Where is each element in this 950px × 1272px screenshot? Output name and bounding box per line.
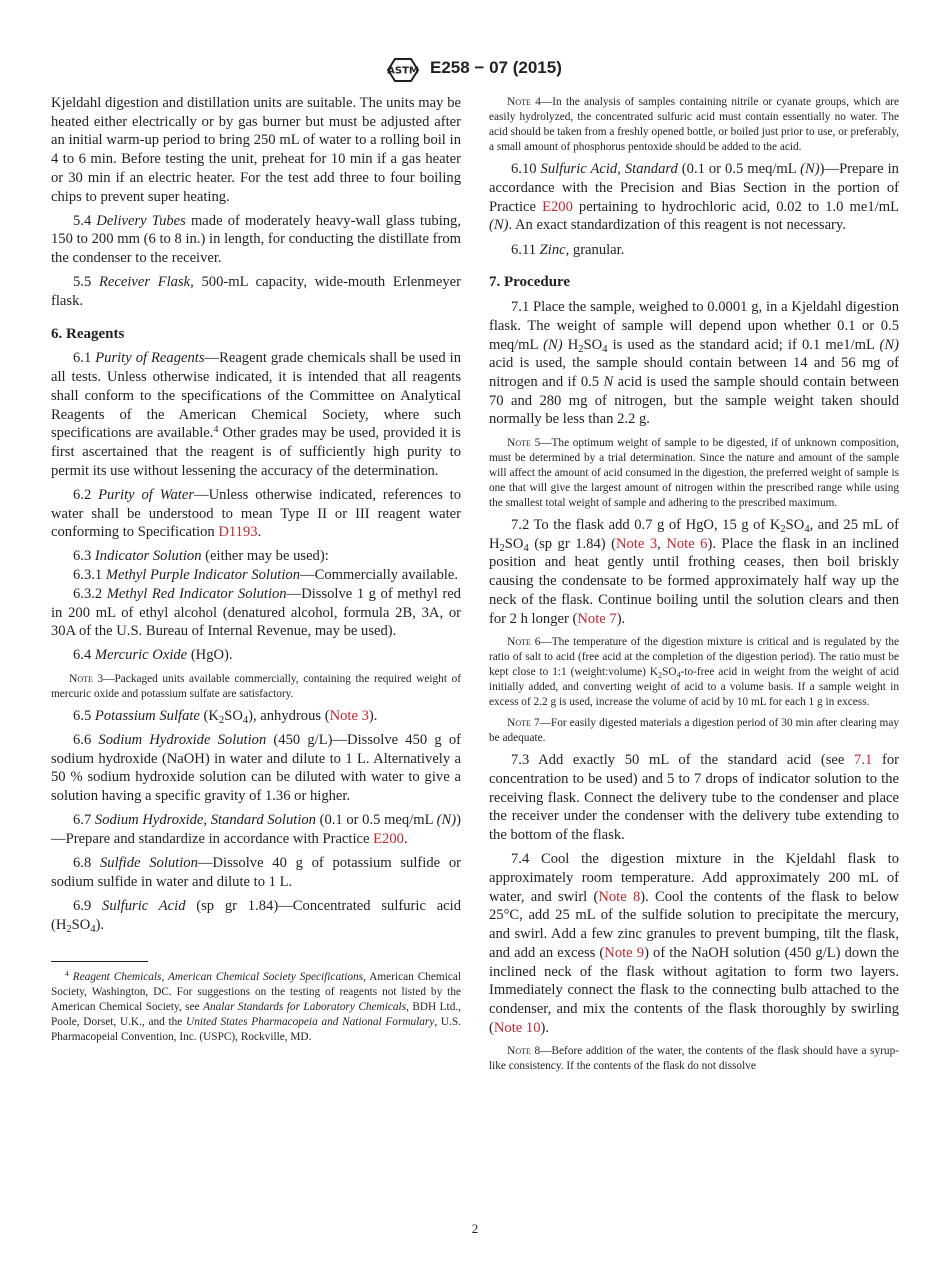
link-note-9[interactable]: Note 9 — [604, 944, 645, 961]
link-note-3[interactable]: Note 3 — [329, 707, 369, 724]
section-6-8: 6.8 Sulfide Solution—Dissolve 40 g of potassium sulfide or sodium sulfide in water and dilute to 1 L. — [51, 855, 461, 890]
paragraph-kjeldahl-units: Kjeldahl digestion and distillation units are suitable. The units may be heated either electrically or by gas burner but must be adjusted after an initial warm-up period to bring 250 mL of water to a rolling boil in 4 to 6 min. Before testing the unit, preheat for 10 min if a gas heater or 30 min if an electric heater. For the test add three to four boiling chips to prevent super heating. — [51, 95, 461, 205]
link-note-8[interactable]: Note 8 — [598, 888, 641, 905]
left-column — [51, 94, 461, 1045]
link-note-7[interactable]: Note 7 — [577, 610, 617, 627]
section-6-1: 6.1 Purity of Reagents—Reagent grade chemicals shall be used in all tests. Unless otherwise indicated, it is intended that all reagents shall conform to the specifications of the Committee on Analytical Reagents of the American Chemical Society, where such specifications are available.$^4$ Other grades may be used, provided it is first ascertained that the reagent is of sufficiently high purity to permit its use without lessening the accuracy of the determination. — [51, 350, 461, 479]
section-6-4: 6.4 Mercuric Oxide (HgO). — [73, 647, 233, 664]
link-e200[interactable]: E200 — [373, 831, 404, 848]
section-6-6: 6.6 Sodium Hydroxide Solution (450 g/L)—Dissolve 450 g of sodium hydroxide (NaOH) in water and dilute to 1 L. Alternatively a 50 % sodium hydroxide solution can be diluted with water to give a solution having a specific gravity of 1.36 or higher. — [51, 732, 461, 805]
section-7-2: 7.2 To the flask add 0.7 g of HgO, 15 g of $K_2SO_4$, and 25 mL of $H_2SO_4$ (sp gr 1.84) (Note 3, Note 6). Place the flask in an inclined position and heat gently until frothing ceases, then boil briskly causing the condensate to be formed approximately half way up the neck of the flask. Continue boiling until the solution clears and then for 2 h longer (Note 7). — [489, 516, 899, 627]
section-6-11: 6.11 Zinc, granular. — [511, 241, 625, 258]
section-6-7: 6.7 Sodium Hydroxide, Standard Solution (0.1 or 0.5 meq/mL (N))—Prepare and standardize in accordance with Practice E200. — [51, 812, 461, 848]
section-7-1: 7.1 Place the sample, weighed to 0.0001 g, in a Kjeldahl digestion flask. The weight of sample will depend upon whether 0.1 or 0.5 meq/mL (N) $H_2SO_4$ is used as the standard acid; if 0.1 me1/mL (N) acid is used, the sample should contain between 14 and 56 mg of nitrogen and if 0.5 N acid is used the sample should contain between 70 and 280 mg of nitrogen, but the sample weight taken should normally be less than 2.2 g. — [489, 299, 899, 428]
section-6-3-2: 6.3.2 Methyl Red Indicator Solution—Dissolve 1 g of methyl red in 200 mL of ethyl alcohol (denatured alcohol, formula 2B, 3A, or 30A of the U.S. Bureau of Internal Revenue, may be used). — [51, 585, 461, 640]
footnote-4: $^4$ Reagent Chemicals, American Chemical Society Specifications, American Chemical Society, Washington, DC. For suggestions on the testing of reagents not listed by the American Chemical Society, see Analar Standards for Laboratory Chemicals, BDH Ltd., Poole, Dorset, U.K., and the United States Pharmacopeia and National Formulary, U.S. Pharmacopeial Convention, Inc. (USPC), Rockville, MD. — [51, 968, 462, 1043]
page-number: 2 — [471, 1221, 479, 1236]
link-note-6[interactable]: Note 6 — [666, 535, 708, 552]
note-4: Note 4—In the analysis of samples containing nitrile or cyanate groups, which are easily hydrolyzed, the concentrated sulfuric acid must contain essentially no water. The acid should be taken from a freshly opened bottle, or boiled just prior to use, or preferably, a small amount of phosphorus pentoxide should be added to the acid. — [489, 95, 899, 154]
standard-designation: E258 − 07 (2015) — [430, 58, 562, 77]
link-7-1[interactable]: 7.1 — [854, 752, 873, 769]
page-header — [0, 56, 950, 84]
section-6-2: 6.2 Purity of Water—Unless otherwise indicated, references to water shall be understood to mean Type II or III reagent water conforming to Specification D1193. — [51, 486, 461, 541]
note-3: Note 3—Packaged units available commercially, containing the required weight of mercuric oxide and potassium sulfate are satisfactory. — [51, 671, 461, 700]
section-7-3: 7.3 Add exactly 50 mL of the standard acid (see 7.1 for concentration to be used) and 5 to 7 drops of indicator solution to the receiving flask. Connect the delivery tube to the condenser and place the receiver under the condenser with the delivery tube extending to the bottom of the flask. — [489, 752, 899, 844]
section-5-4: 5.4 Delivery Tubes made of moderately heavy-wall glass tubing, 150 to 200 mm (6 to 8 in.) in length, for conducting the distillate from the condenser to the receiver. — [51, 212, 461, 267]
section-7-4: 7.4 Cool the digestion mixture in the Kjeldahl flask to approximately room temperature. Add approximately 200 mL of water, and swirl (Note 8). Cool the contents of the flask to below 25°C, add 25 mL of the sulfide solution to precipitate the mercury, and swirl. Add a few zinc granules to prevent bumping, tilt the flask, and add an excess (Note 9) of the NaOH solution (450 g/L) down the inclined neck of the flask without agitation to form two layers. Immediately connect the flask to the connecting bulb attached to the condenser, and mix the contents of the flask thoroughly by swirling (Note 10). — [489, 851, 899, 1036]
link-e200-right[interactable]: E200 — [542, 198, 573, 215]
link-note-10[interactable]: Note 10 — [493, 1019, 541, 1036]
section-6-3: 6.3 Indicator Solution (either may be used): — [73, 548, 329, 565]
section-6-9: 6.9 Sulfuric Acid (sp gr 1.84)—Concentrated sulfuric acid $(H_2SO_4)$. — [51, 898, 462, 935]
section-5-5: 5.5 Receiver Flask, 500-mL capacity, wide-mouth Erlenmeyer flask. — [51, 274, 461, 310]
heading-procedure: 7. Procedure — [489, 274, 571, 291]
astm-logo-icon — [385, 56, 421, 84]
logo-text: ASTM — [387, 65, 419, 77]
section-6-10: 6.10 Sulfuric Acid, Standard (0.1 or 0.5 meq/mL (N))—Prepare in accordance with the Precision and Bias Section in the portion of Practice E200 pertaining to hydrochloric acid, 0.02 to 1.0 me1/mL (N). An exact standardization of this reagent is not necessary. — [489, 161, 899, 234]
link-note-3-right[interactable]: Note 3 — [615, 535, 658, 552]
note-6: Note 6—The temperature of the digestion mixture is critical and is regulated by the ratio of salt to acid (free acid at the completion of the digestion period). The ratio must be kept close to 1:1 (weight:volume) $K_2SO_4-to$-free acid in weight from the weight of acid initially added, and converting weight of acid to a volume basis. If a sample weight in excess of 2.2 g is used, increase the volume of acid by 10 mL for each 1 g in excess. — [489, 634, 899, 709]
section-6-3-1: 6.3.1 Methyl Purple Indicator Solution—Commercially available. — [73, 567, 459, 584]
section-6-5: 6.5 Potassium Sulfate $(K_2SO_4)$, anhydrous (Note 3). — [73, 707, 378, 726]
footnote-ref-4: 4 — [213, 424, 219, 436]
note-8: Note 8—Before addition of the water, the contents of the flask should have a syrup-like consistency. If the contents of the flask do not dissolve — [489, 1043, 899, 1072]
link-d1193[interactable]: D1193 — [218, 524, 258, 541]
note-7: Note 7—For easily digested materials a digestion period of 30 min after clearing may be adequate. — [489, 716, 899, 745]
footnote-divider — [51, 961, 148, 962]
heading-reagents: 6. Reagents — [51, 325, 125, 342]
note-5: Note 5—The optimum weight of sample to be digested, if of unknown composition, must be determined by a trial determination. Since the nature and amount of the sample will affect the amount of acid consumed in the digestion, the preferred weight of sample is one that will give the largest amount of nitrogen within the prescribed range while using the smallest total weight of sample and adhering to the prescribed maximum. — [489, 435, 899, 509]
right-column — [489, 94, 899, 1079]
